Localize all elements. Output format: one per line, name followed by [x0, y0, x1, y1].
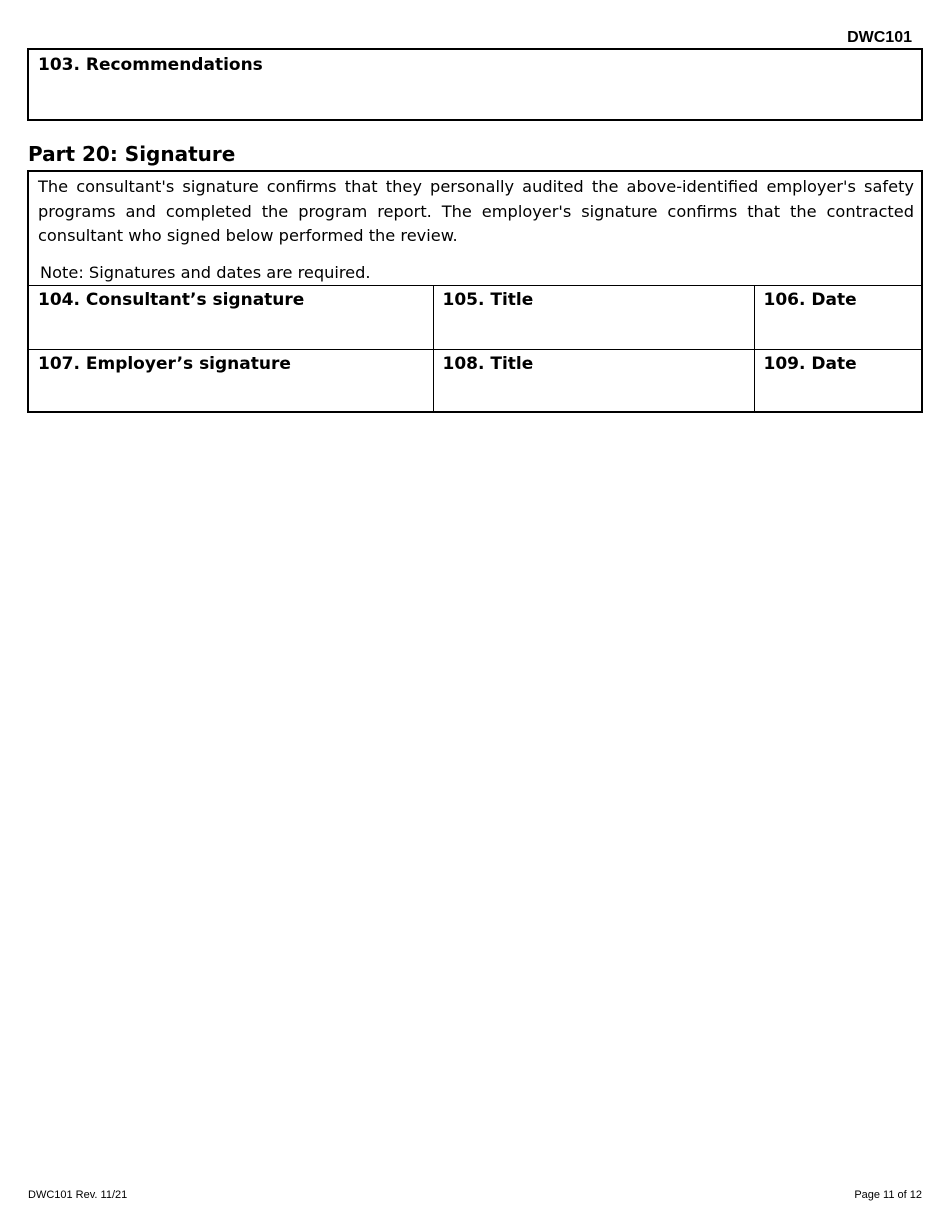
consultant-signature-row — [29, 286, 921, 350]
signature-intro-text: The consultant's signature confirms that they personally audited the above-identified employer's safety programs and completed the program report. The employer's signature confirms that the contracted consultant who signed below performed the review. — [38, 177, 914, 245]
employer-date-field[interactable] — [754, 350, 921, 413]
part-20-heading: Part 20: Signature — [28, 142, 236, 166]
footer-page-number: Page 11 of 12 — [854, 1189, 922, 1201]
consultant-date-label: 106. Date — [763, 290, 857, 310]
recommendations-field[interactable] — [27, 48, 923, 121]
employer-signature-row — [29, 350, 921, 413]
consultant-title-field[interactable] — [433, 286, 754, 350]
consultant-signature-field[interactable] — [29, 286, 433, 350]
recommendations-label: 103. Recommendations — [38, 55, 263, 75]
employer-title-field[interactable] — [433, 350, 754, 413]
consultant-date-field[interactable] — [754, 286, 921, 350]
employer-signature-field[interactable] — [29, 350, 433, 413]
signature-table — [29, 285, 921, 413]
employer-title-label: 108. Title — [442, 354, 534, 374]
consultant-title-label: 105. Title — [442, 290, 534, 310]
consultant-signature-label: 104. Consultant’s signature — [38, 290, 305, 310]
signature-section — [27, 170, 923, 413]
signature-note: Note: Signatures and dates are required. — [40, 263, 371, 282]
footer-revision: DWC101 Rev. 11/21 — [28, 1189, 128, 1201]
employer-date-label: 109. Date — [763, 354, 857, 374]
employer-signature-label: 107. Employer’s signature — [38, 354, 291, 374]
form-id: DWC101 — [847, 29, 912, 46]
